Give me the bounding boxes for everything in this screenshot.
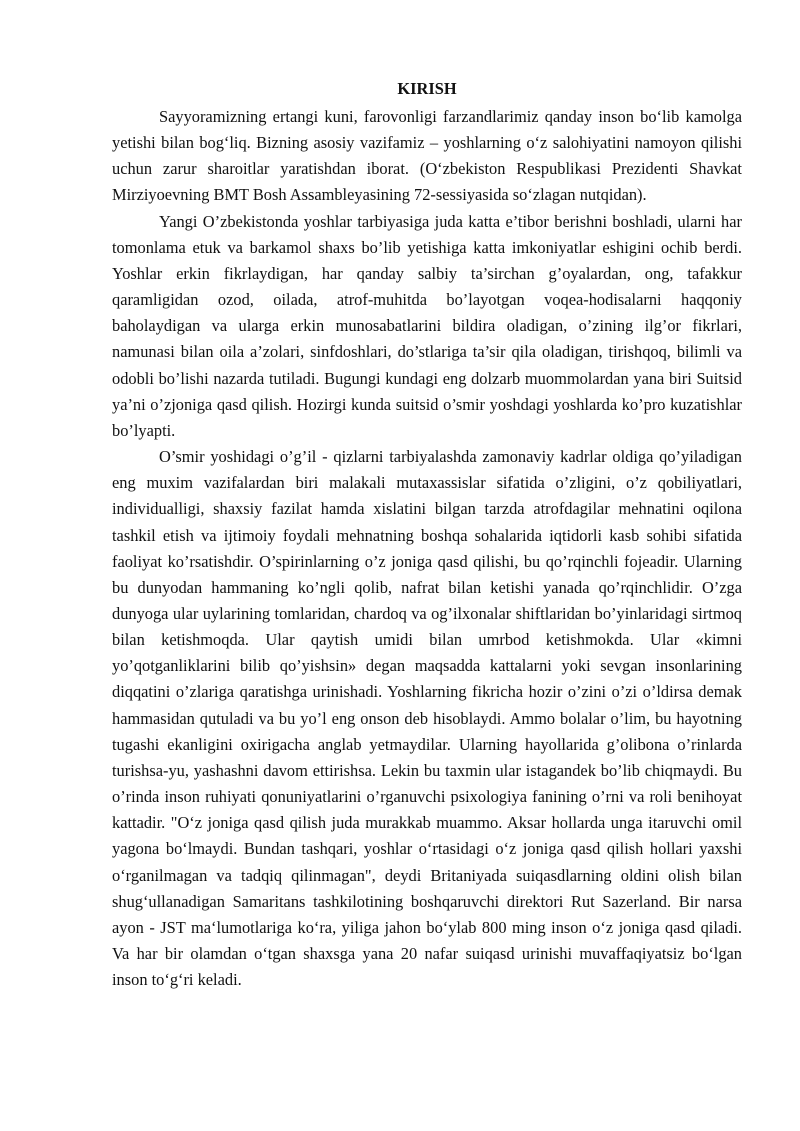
page-title: KIRISH	[397, 79, 457, 98]
paragraph-youth-upbringing: Yangi O’zbekistonda yoshlar tarbiyasiga juda katta e’tibor berishni boshladi, ularni har tomonlama etuk va barkamol shaxs bo’lib yetishiga katta imkoniyatlar eshigini ochib berdi. Yoshlar erkin fikrlaydigan, har qanday salbiy ta’sirchan g’oyalardan, ong, tafakkur qaramligidan ozod, oilada, atrof-muhitda bo’layotgan voqea-hodisalarni haqqoniy baholaydigan va ularga erkin munosabatlarini bildira oladigan, o’zining ilg’or fikrlari, namunasi bilan oila a’zolari, sinfdoshlari, do’stlariga ta’sir qila oladigan, tirishqoq, bilimli va odobli bo’lishi nazarda tutiladi. Bugungi kundagi eng dolzarb muommolardan yana biri Suitsid ya’ni o’zjoniga qasd qilish. Hozirgi kunda suitsid o’smir yoshdagi yoshlarda ko’pro kuzatishlar bo’lyapti.	[112, 211, 742, 440]
document-page	[112, 76, 742, 993]
paragraph-adolescent-suicide: O’smir yoshidagi o’g’il - qizlarni tarbiyalashda zamonaviy kadrlar oldiga qo’yiladigan eng muxim vazifalardan biri malakali mutaxassislar sifatida o’zligini, o’z qobiliyatlari, individualligi, shaxsiy fazilat hamda xislatini bilgan tarzda atrofdagilar mehnatini oqilona tashkil etish va ijtimoiy foydali mehnatning boshqa sohalarida iqtidorli kasb sohibi sifatida faoliyat ko’rsatishdir. O’spirinlarning o’z joniga qasd qilishi, bu qo’rqinchli fojeadir. Ularning bu dunyodan hammaning ko’ngli qolib, nafrat bilan ketishi yanada qo’rqinchlidir. O’zga dunyoga ular uylarining tomlaridan, chardoq va og’ilxonalar shiftlaridan bo’yinlaridagi sirtmoq bilan ketishmoqda. Ular qaytish umidi bilan umrbod ketishmokda. Ular «kimni yo’qotganliklarini bilib qo’yishsin» degan maqsadda kattalarni yoki sevgan insonlarining diqqatini o’zlariga qaratishga urinishadi. Yoshlarning fikricha hozir o’zini o’zi o’ldirsa demak hammasidan qutuladi va bu yo’l eng onson deb hisoblaydi. Ammo bolalar o’lim, bu hayotning tugashi ekanligini oxirigacha anglab yetmaydilar. Ularning hayollarida g’olibona o’rinlarda turishsa-yu, yashashni davom ettirishsa. Lekin bu taxmin ular istagandek bo’lib chiqmaydi. Bu o’rinda inson ruhiyati qonuniyatlarini o’rganuvchi psixologiya fanining o’rni va roli benihoyat kattadir. "O‘z joniga qasd qilish juda murakkab muammo. Aksar hollarda unga itaruvchi omil yagona bo‘lmaydi. Bundan tashqari, yoshlar o‘rtasidagi o‘z joniga qasd qilish hollari yaxshi o‘rganilmagan va tadqiq qilinmagan", deydi Britaniyada suiqasdlarning oldini olish bilan shug‘ullanadigan Samaritans tashkilotining boshqaruvchi direktori Rut Sazerland. Bir narsa ayon - JST ma‘lumotlariga ko‘ra, yiliga jahon bo‘ylab 800 ming inson o‘z joniga qasd qiladi. Va har bir olamdan o‘tgan shaxsga yana 20 nafar suiqasd urinishi muvaffaqiyatsiz bo‘lgan inson to‘g‘ri keladi.	[112, 447, 742, 990]
paragraph-intro-quote: Sayyoramizning ertangi kuni, farovonligi farzandlarimiz qanday inson bo‘lib kamolga yetishi bilan bog‘liq. Bizning asosiy vazifamiz – yoshlarning o‘z salohiyatini namoyon qilishi uchun zarur sharoitlar yaratishdan iborat. (O‘zbekiston Respublikasi Prezidenti Shavkat Mirziyoevning BMT Bosh Assambleyasining 72-sessiyasida so‘zlagan nutqidan).	[112, 107, 742, 205]
